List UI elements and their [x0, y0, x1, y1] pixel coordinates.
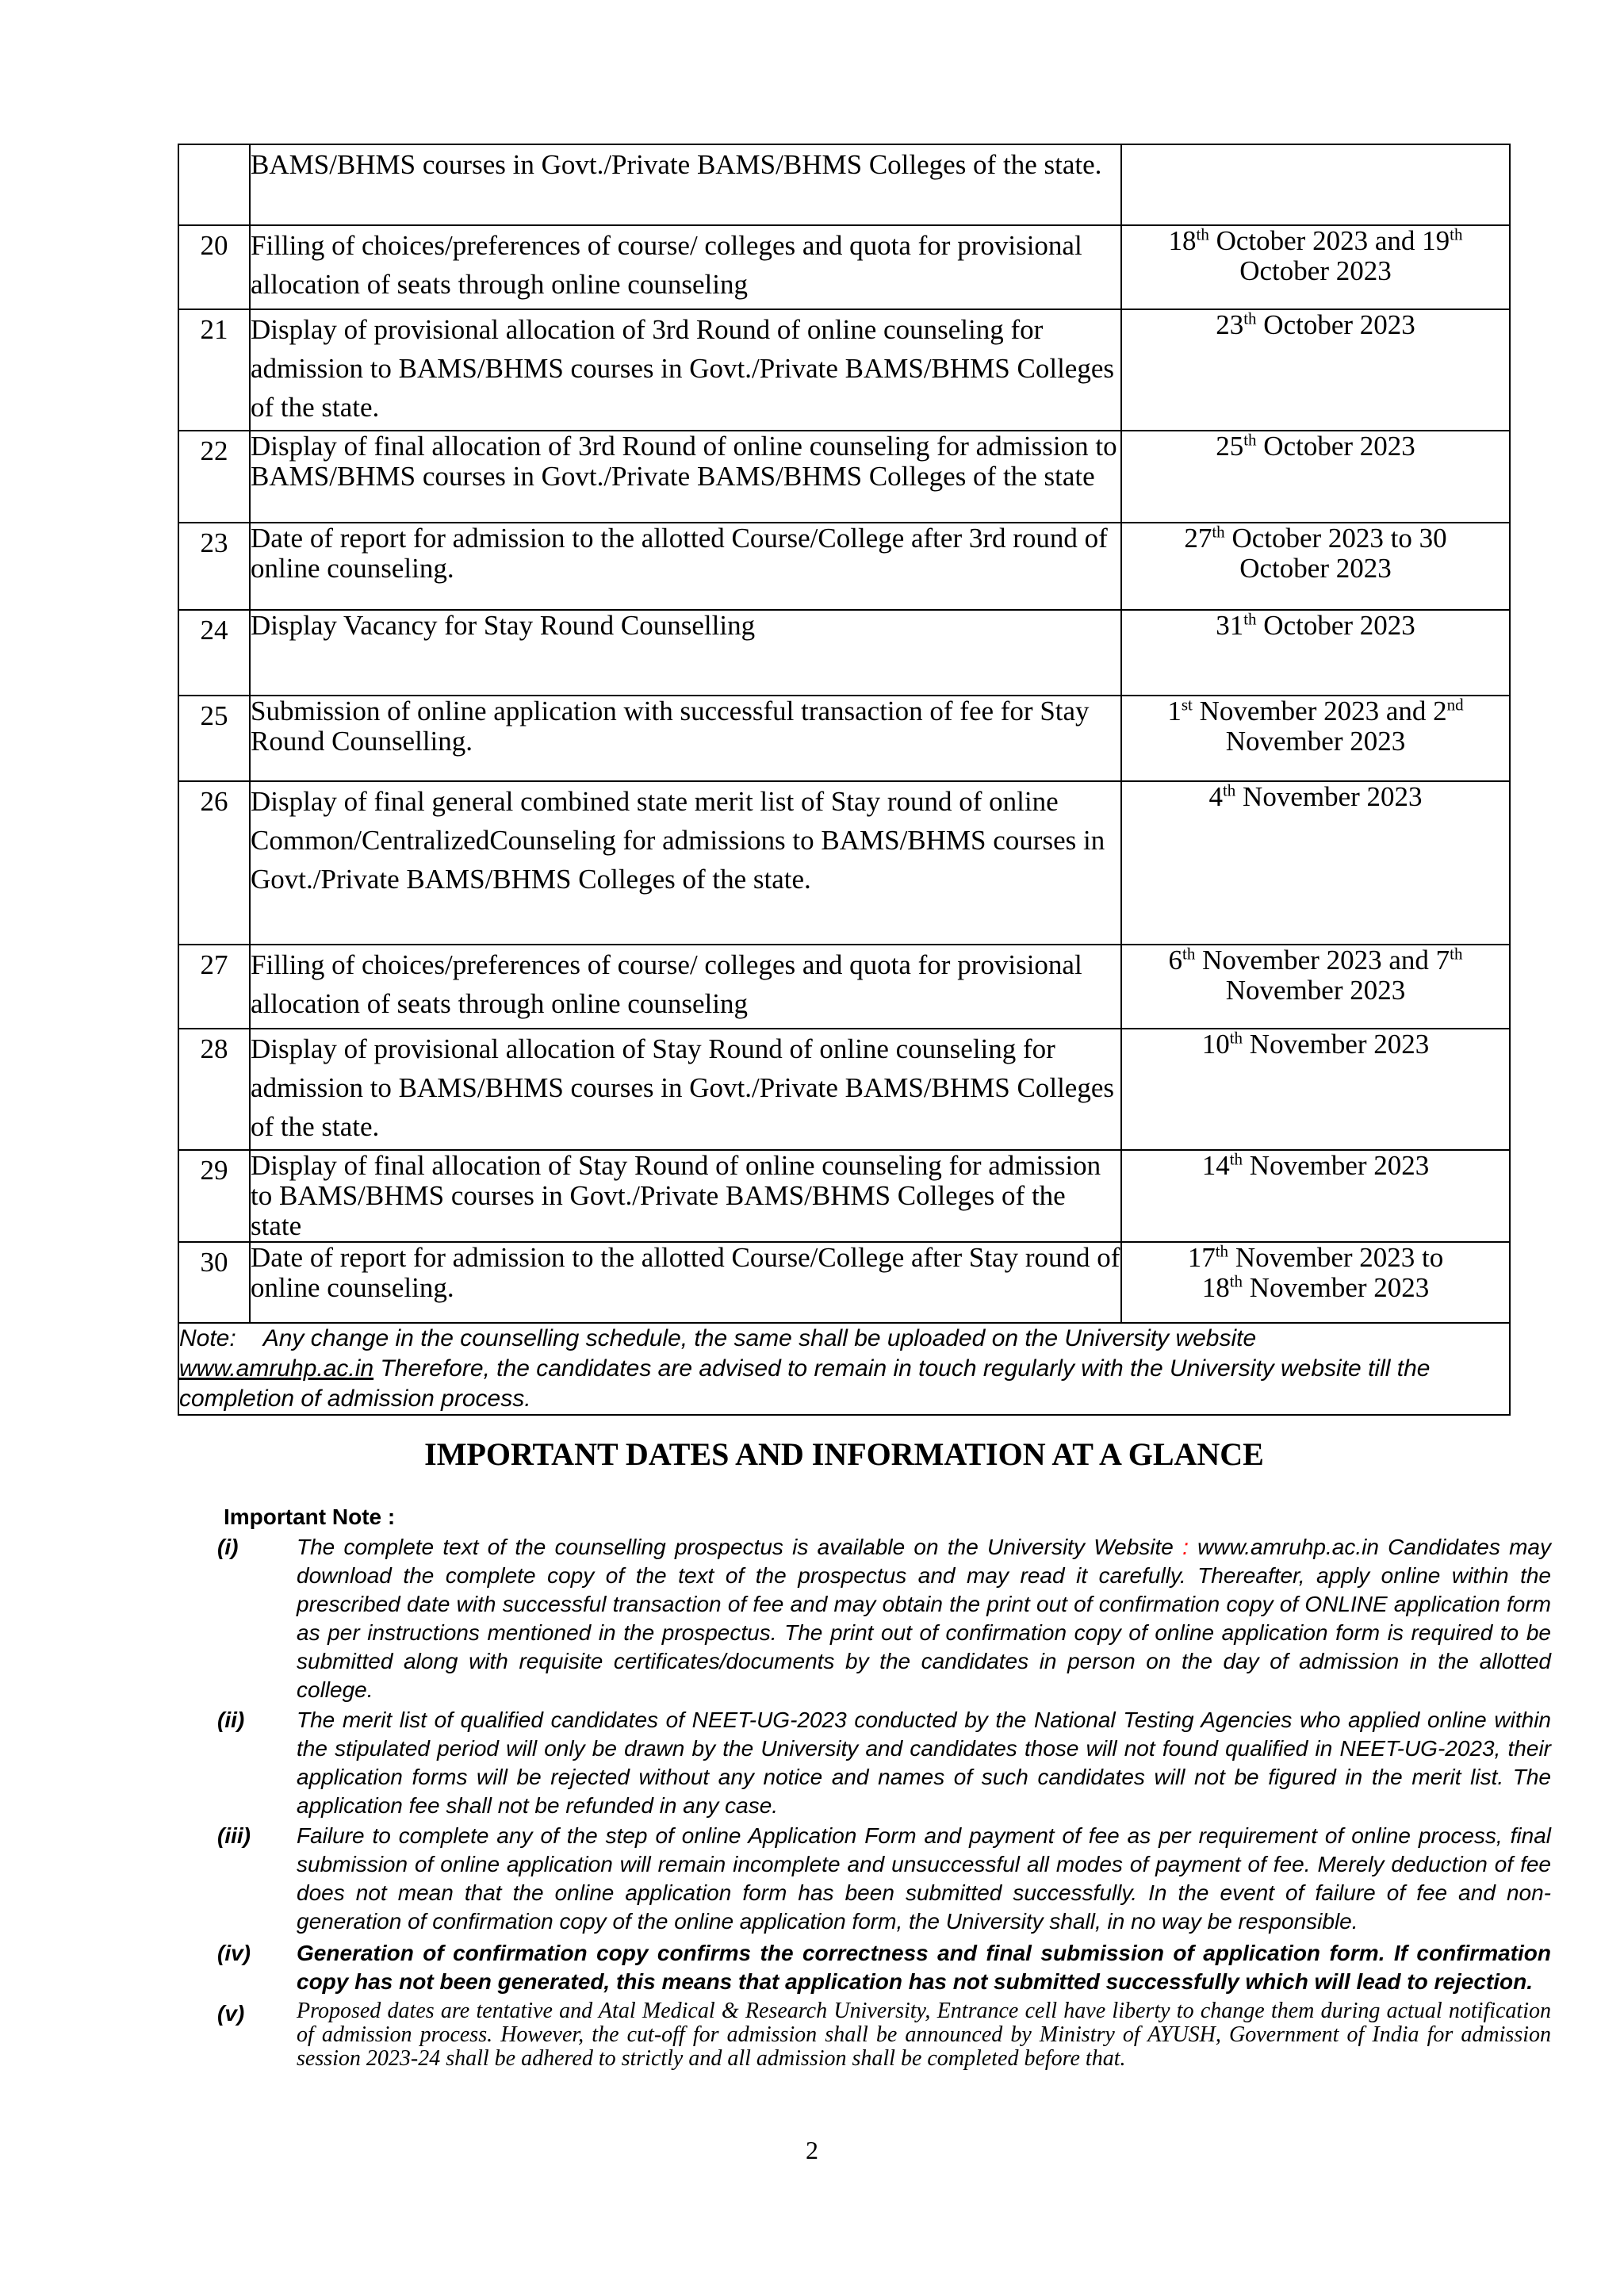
row-number: 21 [178, 309, 250, 431]
important-notes-list [217, 1533, 1551, 2071]
list-item-numeral: (iii) [217, 1823, 251, 1848]
list-item-text: Generation of confirmation copy confirms the correctness and final submission of application form. If confirmation copy has not been generated, this means that application has not submitted successfully which will lead to rejection. [297, 1941, 1551, 1994]
table-row [178, 945, 1510, 1029]
row-date: 17th November 2023 to 18th November 2023 [1121, 1242, 1510, 1323]
row-date: 10th November 2023 [1121, 1029, 1510, 1150]
list-item-numeral: (v) [217, 2001, 245, 2026]
table-row [178, 610, 1510, 696]
row-date: 23th October 2023 [1121, 309, 1510, 431]
row-date: 27th October 2023 to 30 October 2023 [1121, 523, 1510, 610]
row-date: 31th October 2023 [1121, 610, 1510, 696]
row-number: 23 [178, 523, 250, 610]
row-number: 28 [178, 1029, 250, 1150]
list-item-text: Proposed dates are tentative and Atal Medical & Research University, Entrance cell have liberty to change them during actual notification of admission process. However, the cut-off for admission shall be announced by Ministry of AYUSH, Government of India for admission session 2023-24 shall be adhered to strictly and all admission shall be completed before that. [297, 1999, 1551, 2071]
row-date [1121, 144, 1510, 225]
row-date: 25th October 2023 [1121, 431, 1510, 523]
row-description: Display of provisional allocation of Stay Round of online counseling for admission to BAMS/BHMS courses in Govt./Private BAMS/BHMS Colleges of the state. [250, 1029, 1121, 1150]
row-number: 29 [178, 1150, 250, 1242]
row-date: 18th October 2023 and 19th October 2023 [1121, 225, 1510, 309]
row-number: 27 [178, 945, 250, 1029]
section-heading: IMPORTANT DATES AND INFORMATION AT A GLANCE [424, 1436, 1264, 1472]
note-row [178, 1323, 1510, 1415]
table-row [178, 696, 1510, 781]
row-number: 26 [178, 781, 250, 945]
list-item-text: The complete text of the counselling prospectus is available on the University Website : www.amruhp.ac.in Candidates may download the complete copy of the text of the prospectus and may read it carefully. Thereafter, apply online within the prescribed date with successful transaction of fee and may obtain the print out of confirmation copy of ONLINE application form as per instructions mentioned in the prospectus. The print out of confirmation copy of online application form is required to be submitted along with requisite certificates/documents by the candidates in person on the day of admission in the allotted college. [297, 1535, 1551, 1702]
table-row [178, 1242, 1510, 1323]
row-date: 4th November 2023 [1121, 781, 1510, 945]
list-item-numeral: (ii) [217, 1708, 245, 1732]
row-date: 14th November 2023 [1121, 1150, 1510, 1242]
row-number: 30 [178, 1242, 250, 1323]
list-item [217, 1939, 1551, 1996]
counselling-schedule-table [178, 144, 1511, 1416]
row-number: 25 [178, 696, 250, 781]
table-row [178, 781, 1510, 945]
row-description: Display of final allocation of 3rd Round of online counseling for admission to BAMS/BHMS courses in Govt./Private BAMS/BHMS Colleges of the state [250, 431, 1121, 523]
row-description: Display of final general combined state merit list of Stay round of online Common/CentralizedCounseling for admissions to BAMS/BHMS courses in Govt./Private BAMS/BHMS Colleges of the state. [250, 781, 1121, 945]
table-row [178, 431, 1510, 523]
list-item-numeral: (i) [217, 1535, 239, 1559]
table-row [178, 225, 1510, 309]
schedule-note [178, 1323, 1510, 1415]
row-description: Display of final allocation of Stay Round of online counseling for admission to BAMS/BHMS courses in Govt./Private BAMS/BHMS Colleges of the state [250, 1150, 1121, 1242]
row-description: Date of report for admission to the allotted Course/College after Stay round of online counseling. [250, 1242, 1121, 1323]
list-item [217, 1706, 1551, 1820]
row-date: 1st November 2023 and 2nd November 2023 [1121, 696, 1510, 781]
table-row [178, 144, 1510, 225]
page-number: 2 [806, 2136, 818, 2164]
note-text: Any change in the counselling schedule, the same shall be uploaded on the University website [262, 1325, 1257, 1351]
row-description: Filling of choices/preferences of course/ colleges and quota for provisional allocation of seats through online counseling [250, 225, 1121, 309]
note-text-continued: Therefore, the candidates are advised to remain in touch regularly with the University website till the completion of admission process. [179, 1355, 1431, 1412]
row-description: Display of provisional allocation of 3rd Round of online counseling for admission to BAMS/BHMS courses in Govt./Private BAMS/BHMS Colleges of the state. [250, 309, 1121, 431]
list-item-numeral: (iv) [217, 1941, 251, 1965]
row-number [178, 144, 250, 225]
row-description: Filling of choices/preferences of course/ colleges and quota for provisional allocation of seats through online counseling [250, 945, 1121, 1029]
list-item-text: Failure to complete any of the step of online Application Form and payment of fee as per requirement of online process, final submission of online application will remain incomplete and unsuccessful all modes of payment of fee. Merely deduction of fee does not mean that the online application form has been submitted successfully. In the event of failure of fee and non-generation of confirmation copy of the online application form, the University shall, in no way be responsible. [297, 1823, 1551, 1934]
row-number: 20 [178, 225, 250, 309]
table-row [178, 1029, 1510, 1150]
table-row [178, 1150, 1510, 1242]
list-item [217, 1999, 1551, 2071]
row-description: BAMS/BHMS courses in Govt./Private BAMS/BHMS Colleges of the state. [250, 144, 1121, 225]
university-website-link[interactable]: www.amruhp.ac.in [179, 1355, 374, 1382]
list-item [217, 1533, 1551, 1704]
row-date: 6th November 2023 and 7th November 2023 [1121, 945, 1510, 1029]
important-note-label: Important Note : [224, 1504, 396, 1529]
table-row [178, 523, 1510, 610]
list-item [217, 1822, 1551, 1936]
table-row [178, 309, 1510, 431]
row-number: 22 [178, 431, 250, 523]
note-label: Note: [179, 1325, 236, 1351]
list-item-text: The merit list of qualified candidates of NEET-UG-2023 conducted by the National Testing Agencies who applied online within the stipulated period will only be drawn by the University and candidates those will not found qualified in NEET-UG-2023, their application forms will be rejected without any notice and names of such candidates will not be figured in the merit list. The application fee shall not be refunded in any case. [297, 1708, 1551, 1818]
row-description: Submission of online application with successful transaction of fee for Stay Round Counselling. [250, 696, 1121, 781]
row-description: Date of report for admission to the allotted Course/College after 3rd round of online counseling. [250, 523, 1121, 610]
row-description: Display Vacancy for Stay Round Counselling [250, 610, 1121, 696]
row-number: 24 [178, 610, 250, 696]
